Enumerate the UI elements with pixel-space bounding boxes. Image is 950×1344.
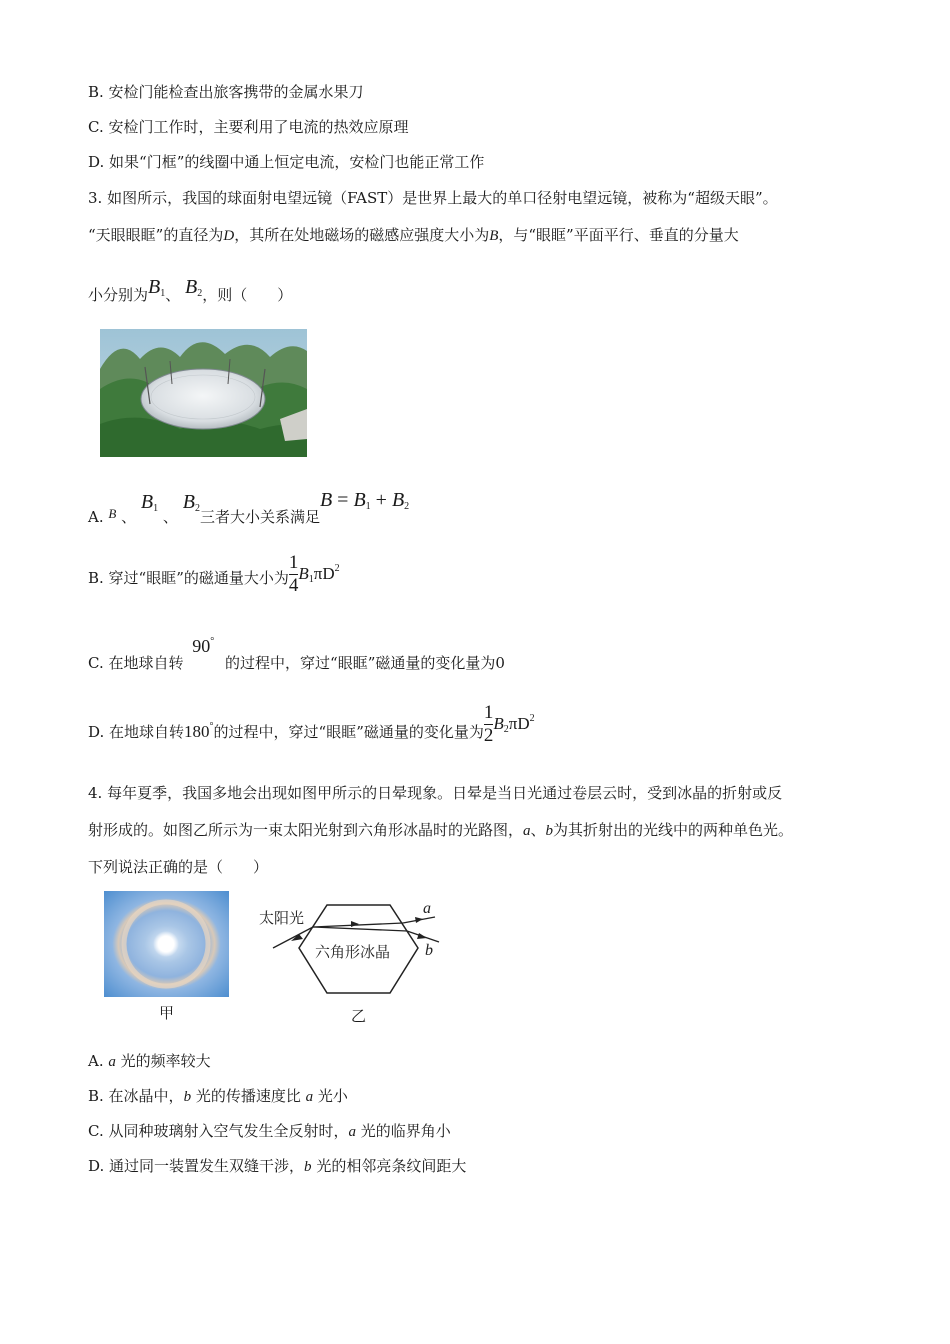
fast-telescope-photo	[100, 329, 307, 457]
incoming-ray	[273, 927, 313, 948]
q3-option-c-angle: 90°	[192, 636, 215, 656]
q3-option-a: A. B 、 $B_1$ 、 $B_2$三者大小关系满足$B = B_1 + B_2$	[88, 489, 410, 526]
q4-option-d: D. 通过同一装置发生双缝干涉，b 光的相邻亮条纹间距大	[88, 1157, 467, 1175]
figure-yi-caption: 乙	[351, 1007, 367, 1025]
q3-option-c: C. 在地球自转 90° 的过程中，穿过“眼眶”磁通量的变化量为0	[88, 636, 505, 672]
q4-stem-line1: 4. 每年夏季，我国多地会出现如图甲所示的日晕现象。日晕是当日光通过卷层云时，受到冰晶的折射或反	[88, 784, 783, 802]
sunlight-label: 太阳光	[259, 909, 305, 927]
ray-b-label: b	[425, 942, 433, 959]
q3-stem-line2: “天眼眼眶”的直径为D，其所在处地磁场的磁感应强度大小为B，与“眼眶”平面平行、垂直的分量大	[88, 226, 739, 244]
q4-option-c: C. 从同种玻璃射入空气发生全反射时，a 光的临界角小	[88, 1122, 451, 1140]
q4-stem-line2: 射形成的。如图乙所示为一束太阳光射到六角形冰晶时的光路图，a、b为其折射出的光线中的两种单色光。	[88, 821, 794, 839]
q2-option-c: C. 安检门工作时，主要利用了电流的热效应原理	[88, 118, 409, 136]
q4-stem-line3: 下列说法正确的是（ ）	[88, 858, 269, 876]
q3-option-a-formula: $B = B_1 + B_2$	[319, 489, 410, 512]
q3-stem-line1: 3. 如图所示，我国的球面射电望远镜（FAST）是世界上最大的单口径射电望远镜，被称为“超级天眼”。	[88, 189, 778, 207]
q2-option-d: D. 如果“门框”的线圈中通上恒定电流，安检门也能正常工作	[88, 153, 485, 171]
crystal-label: 六角形冰晶	[315, 943, 391, 961]
sun-halo-photo	[104, 891, 229, 997]
ray-a-label: a	[423, 900, 431, 917]
q3-option-b: B. 穿过“眼眶”的磁通量大小为 $\frac{1}{4}$ $B_1\pi D^2$	[88, 552, 340, 596]
ice-crystal-diagram	[255, 893, 455, 1005]
q3-stem-line3: 小分别为$B_1$、 $B_2$，则（ ）	[88, 276, 293, 304]
q2-option-b: B. 安检门能检查出旅客携带的金属水果刀	[88, 83, 364, 101]
q4-option-b: B. 在冰晶中，b 光的传播速度比 a 光小	[88, 1087, 348, 1105]
figure-jia-caption: 甲	[159, 1004, 175, 1022]
q3-option-d: D. 在地球自转180°的过程中，穿过“眼眶”磁通量的变化量为 $\frac{1}{2}$ $B_2\pi D^2$	[88, 702, 535, 746]
q4-option-a: A. a 光的频率较大	[88, 1052, 211, 1070]
